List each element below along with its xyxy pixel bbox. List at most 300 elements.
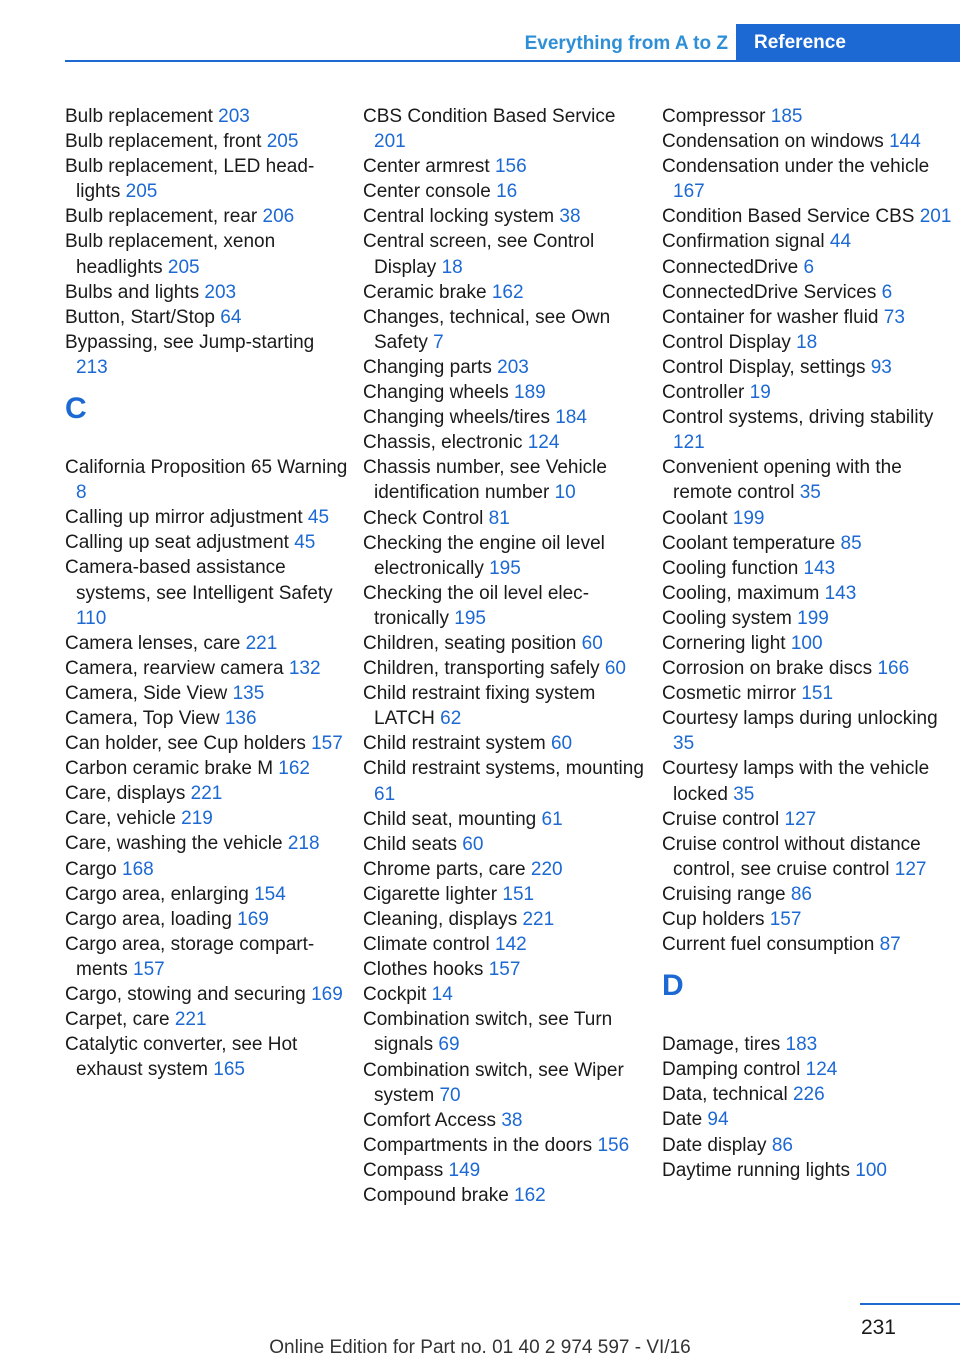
entry-term: Courtesy lamps with the vehicle locked — [662, 758, 930, 805]
header-tab-reference: Reference — [736, 24, 960, 62]
entry-page-link[interactable]: 69 — [438, 1034, 460, 1056]
entry-page-link[interactable]: 199 — [732, 507, 765, 529]
entry-page-link[interactable]: 169 — [311, 984, 343, 1005]
entry-page-link[interactable]: 162 — [514, 1185, 546, 1207]
index-entry — [65, 631, 351, 656]
entry-page-link[interactable]: 94 — [707, 1109, 729, 1131]
index-entry — [363, 907, 649, 932]
index-entry — [662, 104, 958, 129]
header-rule — [65, 60, 736, 62]
entry-page-link[interactable]: 6 — [881, 281, 893, 303]
index-entry — [363, 455, 649, 505]
entry-term: Children, seating position — [363, 632, 582, 654]
index-entry — [363, 380, 649, 405]
entry-page-link[interactable]: 6 — [803, 256, 815, 278]
entry-page-link[interactable]: 132 — [288, 657, 321, 679]
entry-page-link[interactable]: 165 — [213, 1059, 245, 1081]
entry-page-link[interactable]: 35 — [799, 482, 821, 504]
entry-page-link[interactable]: 221 — [245, 632, 278, 654]
entry-term: Clothes hooks — [363, 959, 489, 981]
index-entry — [363, 204, 649, 229]
index-entry — [65, 882, 351, 907]
entry-page-link[interactable]: 213 — [76, 356, 108, 378]
entry-page-link[interactable]: 206 — [262, 206, 295, 228]
index-entry — [662, 832, 958, 882]
entry-term: Bulb replacement, xenon headlights — [65, 231, 276, 278]
entry-page-link[interactable]: 86 — [790, 883, 812, 905]
entry-page-link[interactable]: 157 — [769, 909, 802, 930]
entry-page-link[interactable]: 81 — [488, 507, 510, 529]
index-entry — [363, 405, 649, 430]
entry-term: Cleaning, displays — [363, 909, 523, 930]
entry-page-link[interactable]: 162 — [278, 758, 310, 780]
index-entry — [662, 606, 958, 631]
index-entry — [363, 832, 649, 857]
entry-page-link[interactable]: 60 — [604, 658, 626, 680]
entry-term: Camera, rearview camera — [65, 657, 289, 679]
entry-term: Button, Start/Stop — [65, 306, 221, 328]
entry-term: Child seats — [363, 833, 463, 855]
entry-page-link[interactable]: 86 — [771, 1134, 793, 1156]
index-entry — [363, 229, 649, 279]
entry-page-link[interactable]: 143 — [803, 557, 836, 579]
index-entry — [65, 530, 351, 555]
index-entry — [662, 1133, 958, 1158]
index-entry — [65, 857, 351, 882]
index-entry — [65, 330, 351, 380]
page-number: 231 — [860, 1316, 896, 1339]
entry-page-link[interactable]: 205 — [167, 256, 200, 278]
entry-page-link[interactable]: 166 — [877, 658, 910, 680]
index-entry — [363, 731, 649, 756]
index-entry — [662, 405, 958, 455]
entry-term: Cosmetic mirror — [662, 683, 802, 705]
index-entry — [662, 756, 958, 806]
entry-term: Cup holders — [662, 909, 770, 930]
index-entry — [65, 129, 351, 154]
entry-term: Cargo — [65, 858, 123, 880]
entry-term: Bulb replacement, front — [65, 131, 267, 153]
index-entry — [662, 882, 958, 907]
index-column-3 — [662, 104, 958, 1183]
entry-term: Condensation on windows — [662, 131, 890, 153]
entry-page-link[interactable]: 185 — [770, 106, 803, 127]
entry-page-link[interactable]: 7 — [433, 331, 444, 353]
entry-term: Care, washing the vehicle — [65, 833, 288, 855]
index-entry — [65, 781, 351, 806]
entry-term: Condition Based Service CBS — [662, 206, 920, 228]
entry-page-link[interactable]: 60 — [581, 632, 603, 654]
index-entry — [662, 932, 958, 957]
entry-term: Compass — [363, 1159, 449, 1181]
index-entry — [363, 1133, 649, 1158]
entry-page-link[interactable]: 226 — [792, 1084, 825, 1106]
entry-page-link[interactable]: 100 — [790, 632, 823, 654]
entry-page-link[interactable]: 203 — [204, 281, 237, 303]
entry-page-link[interactable]: 61 — [374, 783, 396, 805]
entry-page-link[interactable]: 45 — [294, 532, 316, 554]
index-entry — [662, 330, 958, 355]
entry-term: Chassis number, see Vehicle identification number — [363, 457, 607, 504]
entry-page-link[interactable]: 221 — [190, 783, 223, 805]
section-letter: D — [662, 969, 684, 1003]
entry-term: Ceramic brake — [363, 281, 492, 303]
entry-page-link[interactable]: 201 — [919, 206, 952, 228]
index-entry — [363, 531, 649, 581]
entry-term: Damping control — [662, 1059, 806, 1081]
entry-term: Cargo, stowing and securing — [65, 984, 312, 1005]
entry-term: Central screen, see Control Display — [363, 231, 595, 278]
index-entry — [662, 1082, 958, 1107]
index-entry — [65, 706, 351, 731]
index-entry — [662, 280, 958, 305]
entry-term: Care, displays — [65, 783, 191, 805]
entry-page-link[interactable]: 62 — [440, 708, 462, 730]
entry-page-link[interactable]: 143 — [824, 582, 857, 604]
entry-term: Child restraint systems, mounting — [363, 758, 644, 780]
entry-page-link[interactable]: 121 — [673, 432, 705, 454]
entry-term: Child seat, mounting — [363, 808, 542, 830]
entry-term: Climate control — [363, 934, 495, 956]
index-entry — [363, 179, 649, 204]
index-entry — [662, 229, 958, 254]
index-entry — [662, 1057, 958, 1082]
entry-page-link[interactable]: 203 — [218, 106, 250, 127]
index-entry — [65, 229, 351, 279]
entry-page-link[interactable]: 156 — [494, 156, 527, 178]
entry-term: Can holder, see Cup holders — [65, 733, 312, 755]
entry-term: Child restraint fixing system LATCH — [363, 683, 596, 730]
index-entry — [662, 129, 958, 154]
entry-term: ConnectedDrive Services — [662, 281, 882, 303]
index-entry — [662, 455, 958, 505]
entry-term: Checking the oil level electronically — [363, 582, 590, 629]
index-entry — [65, 656, 351, 681]
index-entry — [363, 104, 649, 154]
entry-page-link[interactable]: 87 — [879, 934, 901, 956]
index-entry — [65, 831, 351, 856]
index-entry — [662, 1032, 958, 1057]
entry-page-link[interactable]: 64 — [220, 306, 242, 328]
index-entry — [363, 280, 649, 305]
index-entry — [662, 154, 958, 204]
entry-term: Center console — [363, 181, 497, 203]
entry-page-link[interactable]: 85 — [840, 532, 862, 554]
index-entry — [65, 681, 351, 706]
entry-page-link[interactable]: 151 — [502, 883, 535, 905]
index-entry — [662, 380, 958, 405]
entry-term: Cruise control — [662, 808, 785, 830]
entry-term: Cooling, maximum — [662, 582, 825, 604]
entry-term: Camera-based assistance systems, see Intelligent Safety — [65, 557, 333, 604]
entry-term: ConnectedDrive — [662, 256, 804, 278]
index-entry — [65, 154, 351, 204]
index-entry — [363, 882, 649, 907]
entry-page-link[interactable]: 127 — [894, 858, 927, 880]
entry-term: Checking the engine oil level electronically — [363, 532, 605, 579]
index-entry — [65, 280, 351, 305]
entry-page-link[interactable]: 219 — [181, 808, 213, 830]
entry-term: Camera, Top View — [65, 707, 225, 729]
entry-term: Compound brake — [363, 1185, 515, 1207]
entry-page-link[interactable]: 167 — [673, 181, 705, 203]
entry-page-link[interactable]: 35 — [733, 783, 755, 805]
entry-term: Cruising range — [662, 883, 791, 905]
entry-page-link[interactable]: 135 — [232, 682, 265, 704]
entry-term: Corrosion on brake discs — [662, 658, 878, 680]
entry-page-link[interactable]: 16 — [496, 181, 518, 203]
entry-term: Cornering light — [662, 632, 791, 654]
index-column-1 — [65, 104, 351, 1082]
index-entry — [662, 355, 958, 380]
entry-page-link[interactable]: 151 — [801, 683, 834, 705]
entry-term: Check Control — [363, 507, 489, 529]
index-entry — [662, 706, 958, 756]
entry-term: Catalytic converter, see Hot exhaust system — [65, 1034, 298, 1081]
entry-page-link[interactable]: 168 — [122, 858, 154, 880]
entry-page-link[interactable]: 61 — [541, 808, 563, 830]
entry-page-link[interactable]: 157 — [488, 959, 521, 981]
entry-term: Camera, Side View — [65, 682, 233, 704]
page-header — [0, 0, 960, 64]
entry-page-link[interactable]: 100 — [855, 1159, 887, 1181]
entry-term: CBS Condition Based Service — [363, 106, 616, 127]
index-entry — [662, 556, 958, 581]
entry-term: Changes, technical, see Own Safety — [363, 306, 611, 353]
index-entry — [662, 255, 958, 280]
entry-page-link[interactable]: 195 — [454, 607, 486, 629]
index-entry — [363, 1183, 649, 1208]
entry-term: Cargo area, storage compartments — [65, 933, 315, 980]
entry-term: Control Display — [662, 331, 797, 353]
entry-term: Cockpit — [363, 984, 432, 1006]
index-entry — [662, 631, 958, 656]
index-entry — [363, 430, 649, 455]
entry-page-link[interactable]: 124 — [805, 1059, 838, 1081]
entry-page-link[interactable]: 44 — [829, 231, 852, 253]
entry-term: California Proposition 65 Warning — [65, 457, 348, 479]
entry-term: Current fuel consumption — [662, 934, 880, 956]
entry-term: Damage, tires — [662, 1034, 786, 1056]
entry-page-link[interactable]: 157 — [311, 733, 343, 755]
index-entry — [363, 1007, 649, 1057]
entry-page-link[interactable]: 124 — [527, 432, 560, 454]
entry-term: Controller — [662, 382, 750, 404]
entry-term: Carbon ceramic brake M — [65, 758, 279, 780]
entry-page-link[interactable]: 8 — [76, 482, 87, 504]
entry-term: Cooling system — [662, 607, 798, 629]
entry-page-link[interactable]: 195 — [489, 557, 521, 579]
entry-page-link[interactable]: 203 — [497, 356, 529, 378]
entry-page-link[interactable]: 18 — [796, 331, 818, 353]
entry-term: Bypassing, see Jump-starting — [65, 331, 315, 353]
index-entry — [65, 1032, 351, 1082]
entry-page-link[interactable]: 110 — [76, 607, 107, 629]
entry-page-link[interactable]: 127 — [784, 808, 817, 830]
entry-page-link[interactable]: 169 — [237, 908, 269, 930]
entry-term: Bulbs and lights — [65, 281, 205, 303]
entry-term: Central locking system — [363, 206, 560, 228]
index-entry — [363, 355, 649, 380]
index-entry — [65, 907, 351, 932]
entry-term: Confirmation signal — [662, 231, 830, 253]
index-entry — [65, 932, 351, 982]
index-entry — [363, 982, 649, 1007]
entry-term: Data, technical — [662, 1084, 793, 1106]
entry-page-link[interactable]: 93 — [870, 356, 892, 378]
index-entry — [65, 1007, 351, 1032]
index-entry — [363, 681, 649, 731]
entry-page-link[interactable]: 218 — [287, 833, 320, 855]
entry-page-link[interactable]: 144 — [889, 131, 921, 153]
entry-page-link[interactable]: 189 — [514, 382, 546, 404]
entry-page-link[interactable]: 45 — [307, 507, 330, 529]
index-entry — [363, 857, 649, 882]
entry-term: Cooling function — [662, 557, 804, 579]
entry-term: Daytime running lights — [662, 1159, 856, 1181]
entry-page-link[interactable]: 221 — [174, 1009, 207, 1031]
index-entry — [662, 907, 958, 932]
entry-page-link[interactable]: 142 — [495, 934, 527, 956]
entry-term: Convenient opening with the remote control — [662, 457, 902, 504]
entry-page-link[interactable]: 73 — [883, 306, 905, 328]
entry-term: Care, vehicle — [65, 808, 182, 830]
index-entry — [363, 581, 649, 631]
entry-page-link[interactable]: 184 — [555, 407, 587, 429]
entry-term: Control Display, settings — [662, 356, 871, 378]
entry-term: Cruise control without distance control, see cruise control — [662, 833, 921, 880]
index-entry — [65, 455, 351, 505]
entry-page-link[interactable]: 162 — [491, 281, 524, 303]
footer-rule — [860, 1303, 960, 1305]
entry-page-link[interactable]: 156 — [597, 1134, 630, 1156]
entry-term: Calling up mirror adjustment — [65, 507, 308, 529]
index-entry — [65, 305, 351, 330]
index-entry — [363, 1058, 649, 1108]
index-entry — [363, 154, 649, 179]
entry-page-link[interactable]: 19 — [749, 382, 771, 404]
entry-term: Children, transporting safely — [363, 658, 605, 680]
entry-page-link[interactable]: 60 — [462, 833, 484, 855]
edition-footer: Online Edition for Part no. 01 40 2 974 597 - VI/16 — [269, 1337, 691, 1358]
entry-page-link[interactable]: 35 — [673, 733, 695, 755]
entry-term: Condensation under the vehicle — [662, 156, 930, 178]
entry-page-link[interactable]: 205 — [125, 181, 158, 203]
entry-term: Coolant temperature — [662, 532, 841, 554]
entry-page-link[interactable]: 220 — [530, 858, 563, 880]
index-entry — [65, 756, 351, 781]
index-entry — [363, 1108, 649, 1133]
index-entry — [363, 957, 649, 982]
entry-page-link[interactable]: 70 — [439, 1084, 461, 1106]
entry-term: Date display — [662, 1134, 772, 1156]
entry-page-link[interactable]: 18 — [441, 256, 463, 278]
index-entry — [65, 806, 351, 831]
entry-term: Bulb replacement, LED headlights — [65, 156, 315, 203]
entry-term: Bulb replacement, rear — [65, 206, 263, 228]
entry-term: Cargo area, loading — [65, 908, 238, 930]
index-entry — [65, 555, 351, 630]
entry-term: Calling up seat adjustment — [65, 532, 295, 554]
index-entry — [363, 305, 649, 355]
entry-term: Camera lenses, care — [65, 632, 246, 654]
entry-term: Combination switch, see Wiper system — [363, 1059, 624, 1106]
index-entry — [363, 631, 649, 656]
header-section-title: Everything from A to Z — [524, 33, 728, 54]
entry-term: Chrome parts, care — [363, 858, 531, 880]
entry-term: Center armrest — [363, 156, 495, 178]
entry-page-link[interactable]: 157 — [133, 958, 165, 980]
index-entry — [65, 505, 351, 530]
entry-page-link[interactable]: 38 — [559, 206, 581, 228]
entry-term: Date — [662, 1109, 708, 1131]
index-entry — [662, 531, 958, 556]
entry-term: Changing parts — [363, 356, 498, 378]
entry-term: Changing wheels — [363, 382, 515, 404]
index-entry — [662, 204, 958, 229]
entry-term: Carpet, care — [65, 1009, 175, 1031]
entry-term: Comfort Access — [363, 1109, 502, 1131]
entry-page-link[interactable]: 136 — [224, 707, 257, 729]
entry-page-link[interactable]: 38 — [501, 1109, 523, 1131]
index-entry — [363, 756, 649, 806]
index-entry — [662, 656, 958, 681]
entry-term: Cigarette lighter — [363, 883, 503, 905]
index-entry — [65, 104, 351, 129]
section-letter: C — [65, 392, 87, 426]
entry-term: Combination switch, see Turn signals — [363, 1009, 613, 1056]
index-entry — [363, 932, 649, 957]
entry-page-link[interactable]: 221 — [522, 909, 555, 930]
index-entry — [662, 1158, 958, 1183]
entry-page-link[interactable]: 14 — [431, 984, 453, 1006]
index-entry — [662, 305, 958, 330]
index-entry — [65, 204, 351, 229]
entry-term: Compartments in the doors — [363, 1134, 598, 1156]
index-entry — [363, 506, 649, 531]
index-entry — [65, 731, 351, 756]
entry-page-link[interactable]: 205 — [266, 131, 299, 153]
entry-page-link[interactable]: 149 — [448, 1159, 481, 1181]
entry-page-link[interactable]: 199 — [797, 607, 829, 629]
index-entry — [662, 1107, 958, 1132]
index-entry — [363, 807, 649, 832]
entry-term: Chassis, electronic — [363, 432, 528, 454]
entry-term: Container for washer fluid — [662, 306, 884, 328]
entry-term: Compressor — [662, 106, 771, 127]
index-entry — [363, 656, 649, 681]
index-entry — [363, 1158, 649, 1183]
entry-term: Changing wheels/tires — [363, 407, 556, 429]
index-column-2 — [363, 104, 649, 1208]
index-entry — [662, 681, 958, 706]
index-entry — [662, 807, 958, 832]
entry-term: Child restraint system — [363, 733, 551, 755]
entry-term: Coolant — [662, 507, 733, 529]
entry-page-link[interactable]: 10 — [554, 482, 576, 504]
entry-page-link[interactable]: 201 — [374, 131, 406, 153]
index-entry — [65, 982, 351, 1007]
entry-term: Control systems, driving stability — [662, 407, 934, 429]
index-entry — [662, 506, 958, 531]
entry-term: Courtesy lamps during unlocking — [662, 708, 938, 730]
entry-term: Cargo area, enlarging — [65, 883, 255, 905]
entry-term: Bulb replacement — [65, 106, 219, 127]
entry-page-link[interactable]: 154 — [254, 883, 286, 905]
entry-page-link[interactable]: 183 — [785, 1034, 818, 1056]
index-entry — [662, 581, 958, 606]
entry-page-link[interactable]: 60 — [550, 733, 573, 755]
